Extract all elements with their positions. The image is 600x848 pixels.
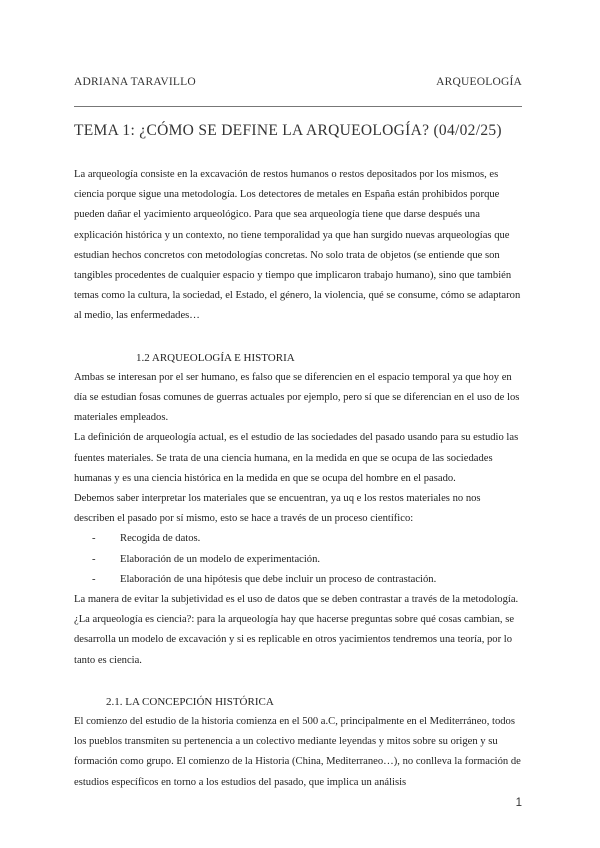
paragraph: La definición de arqueología actual, es el estudio de las sociedades del pasado usando para su estudio las fuentes materiales. Se trata de una ciencia humana, en la medida en que se ocupa de las sociedades humanas y es una ciencia histórica en la medida en que se ocupa del hombre en el pasado. (74, 432, 519, 484)
list-item: - Elaboración de un modelo de experimentación. (74, 550, 522, 570)
paragraph: El comienzo del estudio de la historia comienza en el 500 a.C, principalmente en el Mediterráneo, todos los pueblos transmiten su pertenencia a un colectivo mediante leyendas y mitos sobre su origen y su formación como grupo. El comienzo de la Historia (China, Mediterraneo…), no conlleva la formación de estudios específicos en torno a los estudios del pasado, que implica un análisis (74, 716, 521, 788)
paragraph: Debemos saber interpretar los materiales que se encuentran, ya uq e los restos materiales no nos describen el pasado por sí mismo, esto se hace a través de un proceso científico: (74, 493, 481, 525)
document-body (74, 165, 522, 793)
intro-paragraph: La arqueología consiste en la excavación de restos humanos o restos depositados por los mismos, es ciencia porque sigue una metodología. Los detectores de metales en España están prohibidos porque pueden dañar el yacimiento arqueológico. Para que sea arqueología tiene que darse después una explicación histórica y un contexto, no tiene temporalidad ya que han surgido nuevas arqueologías que estudian hechos concretos con metodologías concretas. No solo trata de objetos (se entiende que son tangibles procedentes de cualquier espacio y tiempo que implicaron trabajo humano), sino que también temas como la cultura, la sociedad, el Estado, el género, la violencia, qué se consume, cómo se adaptaron al medio, las enfermedades… (74, 169, 521, 322)
paragraph: ¿La arqueología es ciencia?: para la arqueología hay que hacerse preguntas sobre qué cosas cambian, se desarrolla un modelo de excavación y si es replicable en otros yacimientos tendremos una teoría, por lo tanto es ciencia. (74, 614, 515, 666)
paragraph: Ambas se interesan por el ser humano, es falso que se diferencien en el espacio temporal ya que hoy en día se estudian fosas comunes de guerras actuales por ejemplo, pero sí que se diferencian en el uso de los materiales empleados. (74, 371, 520, 424)
page-header (74, 76, 522, 88)
section-heading-2-1: 2.1. LA CONCEPCIÓN HISTÓRICA (106, 695, 274, 708)
document-title: TEMA 1: ¿CÓMO SE DEFINE LA ARQUEOLOGÍA? (04/02/25) (74, 122, 502, 139)
header-subject: ARQUEOLOGÍA (436, 76, 522, 88)
header-divider (74, 106, 522, 107)
section-heading-1-2: 1.2 ARQUEOLOGÍA E HISTORIA (136, 351, 295, 364)
list-item: - Elaboración de una hipótesis que debe incluir un proceso de contrastación. (74, 570, 522, 590)
page-number: 1 (515, 797, 522, 809)
header-author: ADRIANA TARAVILLO (74, 76, 196, 88)
list-item: - Recogida de datos. (74, 529, 522, 549)
method-steps-list (74, 529, 522, 590)
paragraph: La manera de evitar la subjetividad es el uso de datos que se deben contrastar a través de la metodología. (74, 594, 519, 606)
